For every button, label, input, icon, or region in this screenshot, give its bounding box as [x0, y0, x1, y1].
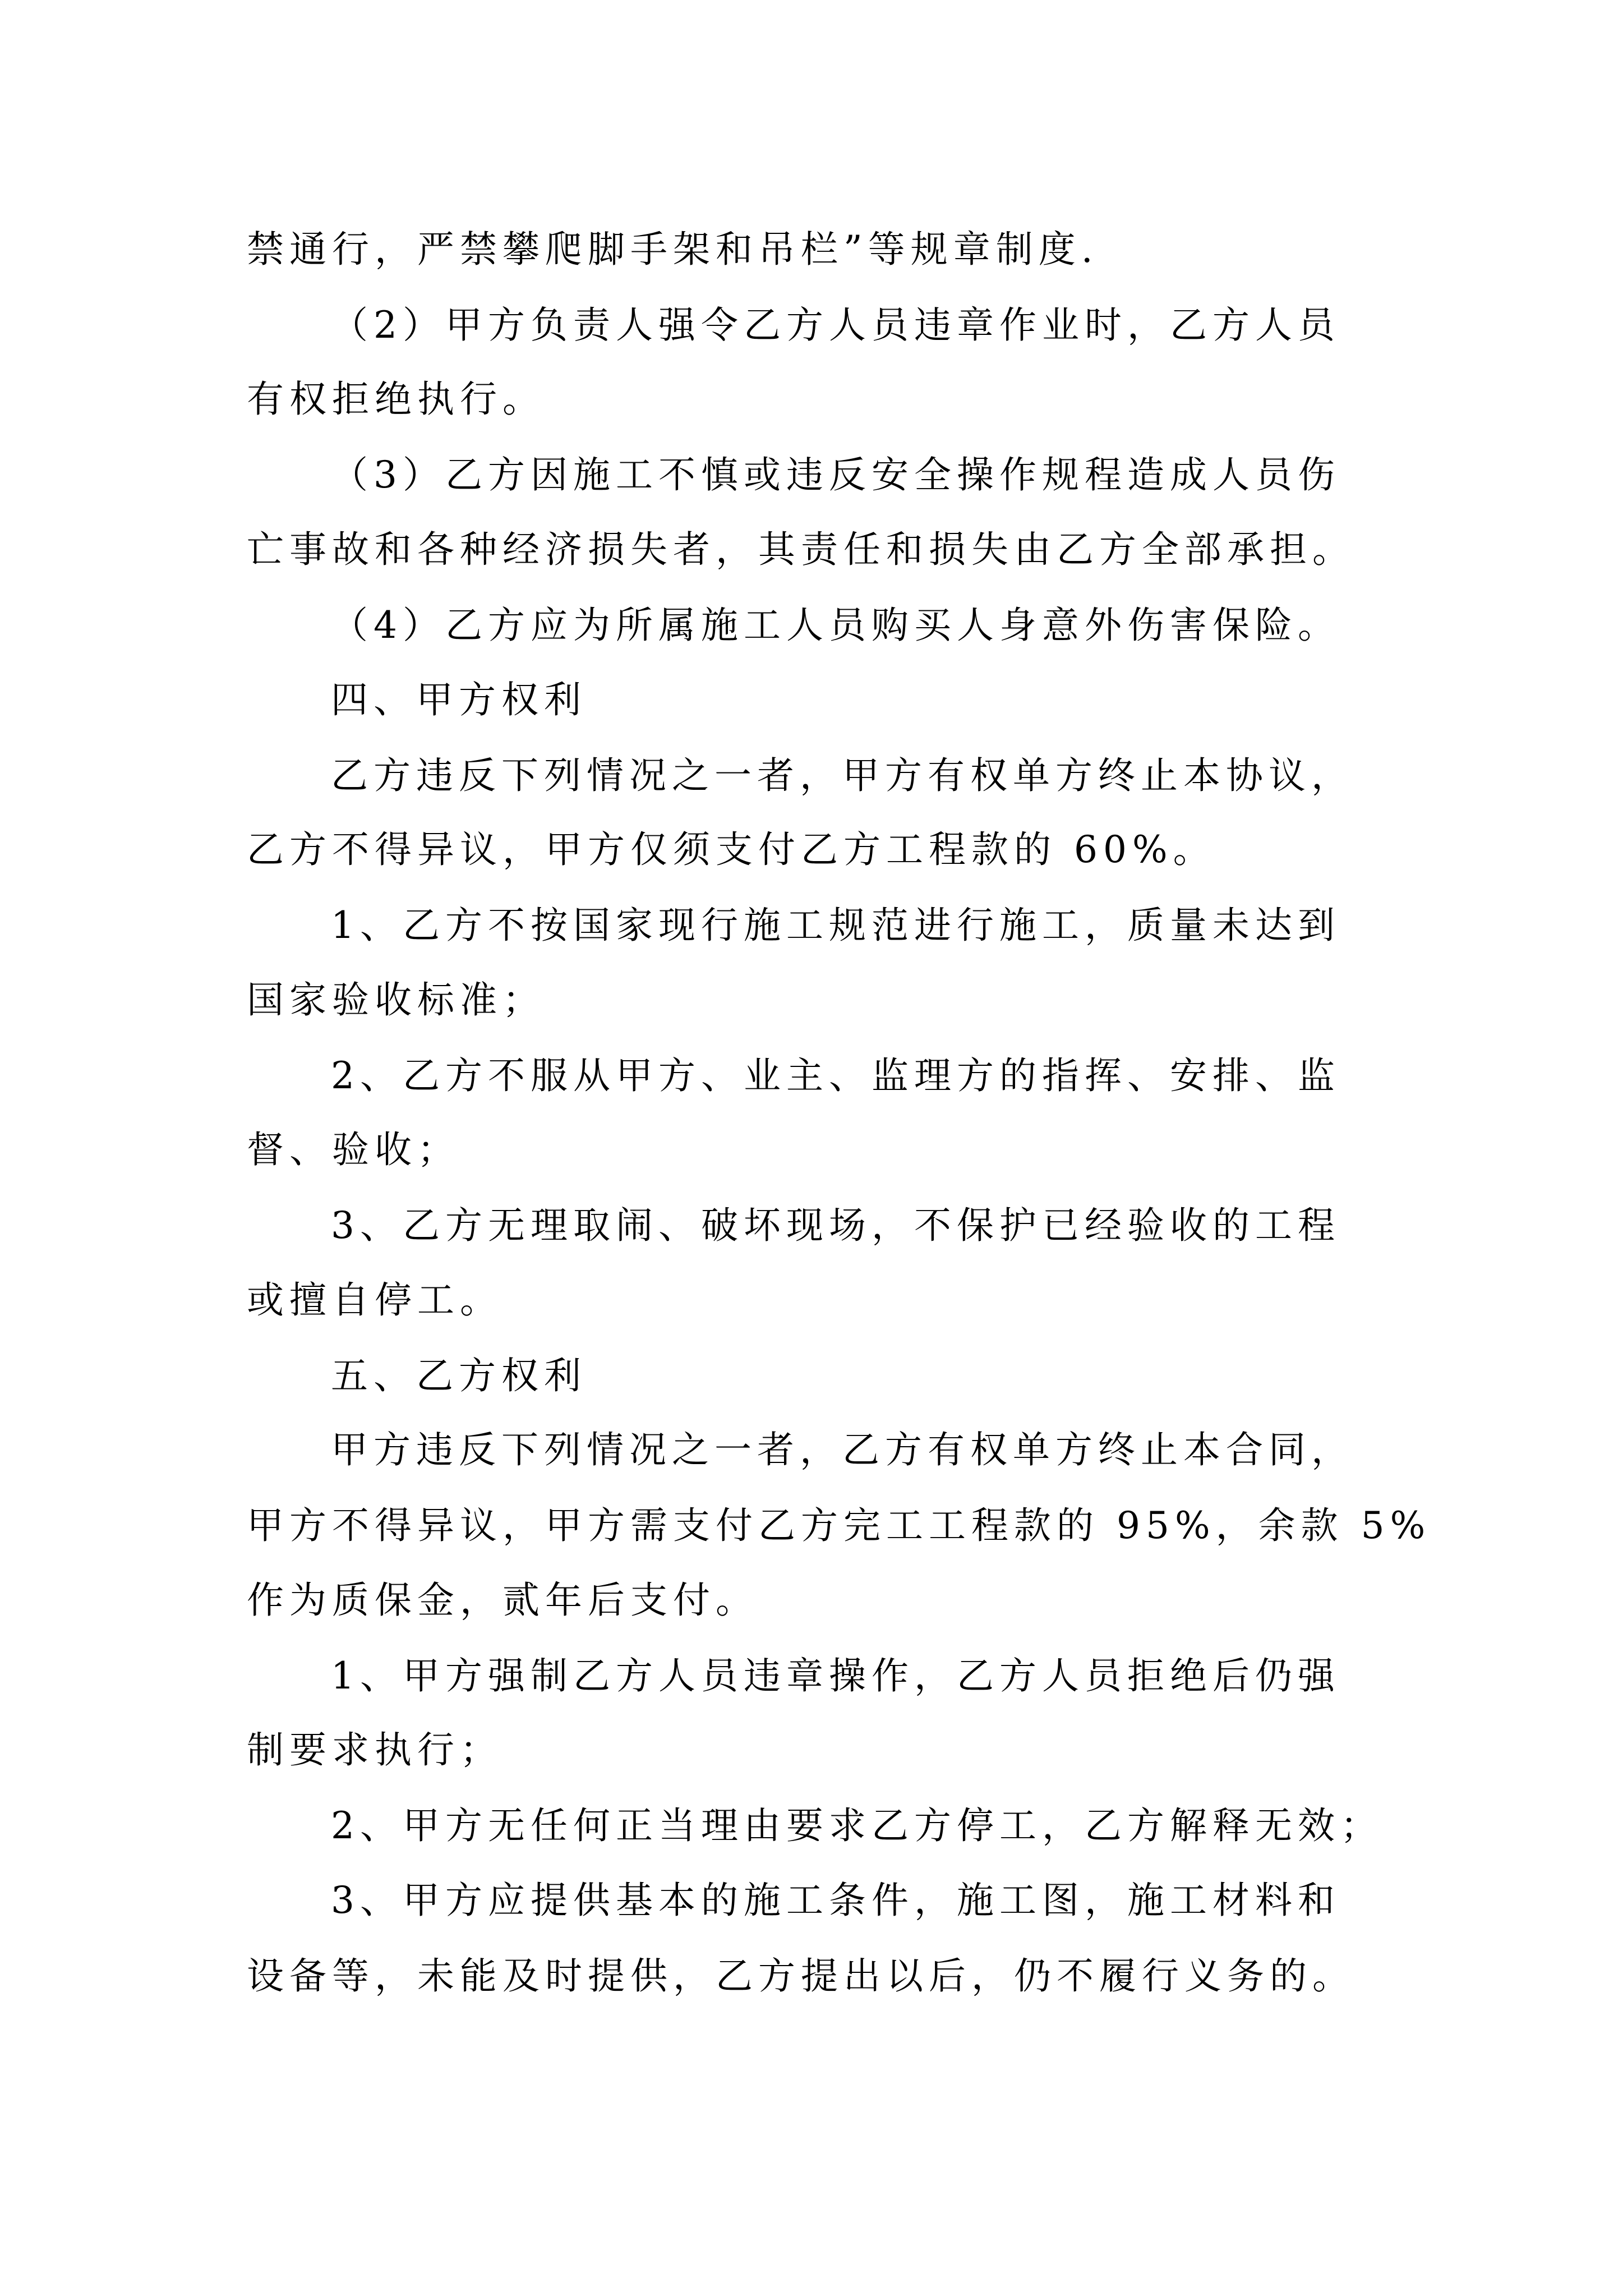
text-line: （2）甲方负责人强令乙方人员违章作业时，乙方人员 [331, 303, 1340, 347]
section-heading: 四、甲方权利 [331, 678, 587, 721]
text-line: 2、乙方不服从甲方、业主、监理方的指挥、安排、监 [331, 1054, 1340, 1097]
text-line: 3、乙方无理取闹、破坏现场，不保护已经验收的工程 [331, 1204, 1340, 1247]
text-line: 督、验收； [247, 1128, 460, 1171]
text-line: 亡事故和各种经济损失者，其责任和损失由乙方全部承担。 [247, 528, 1355, 571]
text-line: 甲方不得异议，甲方需支付乙方完工工程款的 95%，余款 5% [247, 1504, 1431, 1547]
text-line: 3、甲方应提供基本的施工条件，施工图，施工材料和 [331, 1879, 1340, 1922]
text-line: （3）乙方因施工不慎或违反安全操作规程造成人员伤 [331, 453, 1340, 496]
text-line: 设备等，未能及时提供，乙方提出以后，仍不履行义务的。 [247, 1954, 1355, 1998]
text-line: 甲方违反下列情况之一者，乙方有权单方终止本合同， [331, 1428, 1354, 1471]
text-line: 国家验收标准； [247, 978, 545, 1022]
text-line: 乙方不得异议，甲方仅须支付乙方工程款的 60%。 [247, 828, 1216, 871]
text-line: 2、甲方无任何正当理由要求乙方停工，乙方解释无效； [331, 1804, 1383, 1847]
text-line: 1、乙方不按国家现行施工规范进行施工，质量未达到 [331, 904, 1340, 947]
text-line: 乙方违反下列情况之一者，甲方有权单方终止本协议， [331, 754, 1354, 797]
text-line: 作为质保金，贰年后支付。 [247, 1579, 758, 1622]
text-line: 1、甲方强制乙方人员违章操作，乙方人员拒绝后仍强 [331, 1654, 1340, 1697]
text-line: 有权拒绝执行。 [247, 378, 545, 421]
text-line: 制要求执行； [247, 1728, 502, 1772]
text-line: 或擅自停工。 [247, 1278, 502, 1322]
section-heading: 五、乙方权利 [331, 1354, 587, 1397]
text-line: （4）乙方应为所属施工人员购买人身意外伤害保险。 [331, 604, 1340, 647]
text-line: 禁通行，严禁攀爬脚手架和吊栏”等规章制度. [247, 228, 1099, 271]
